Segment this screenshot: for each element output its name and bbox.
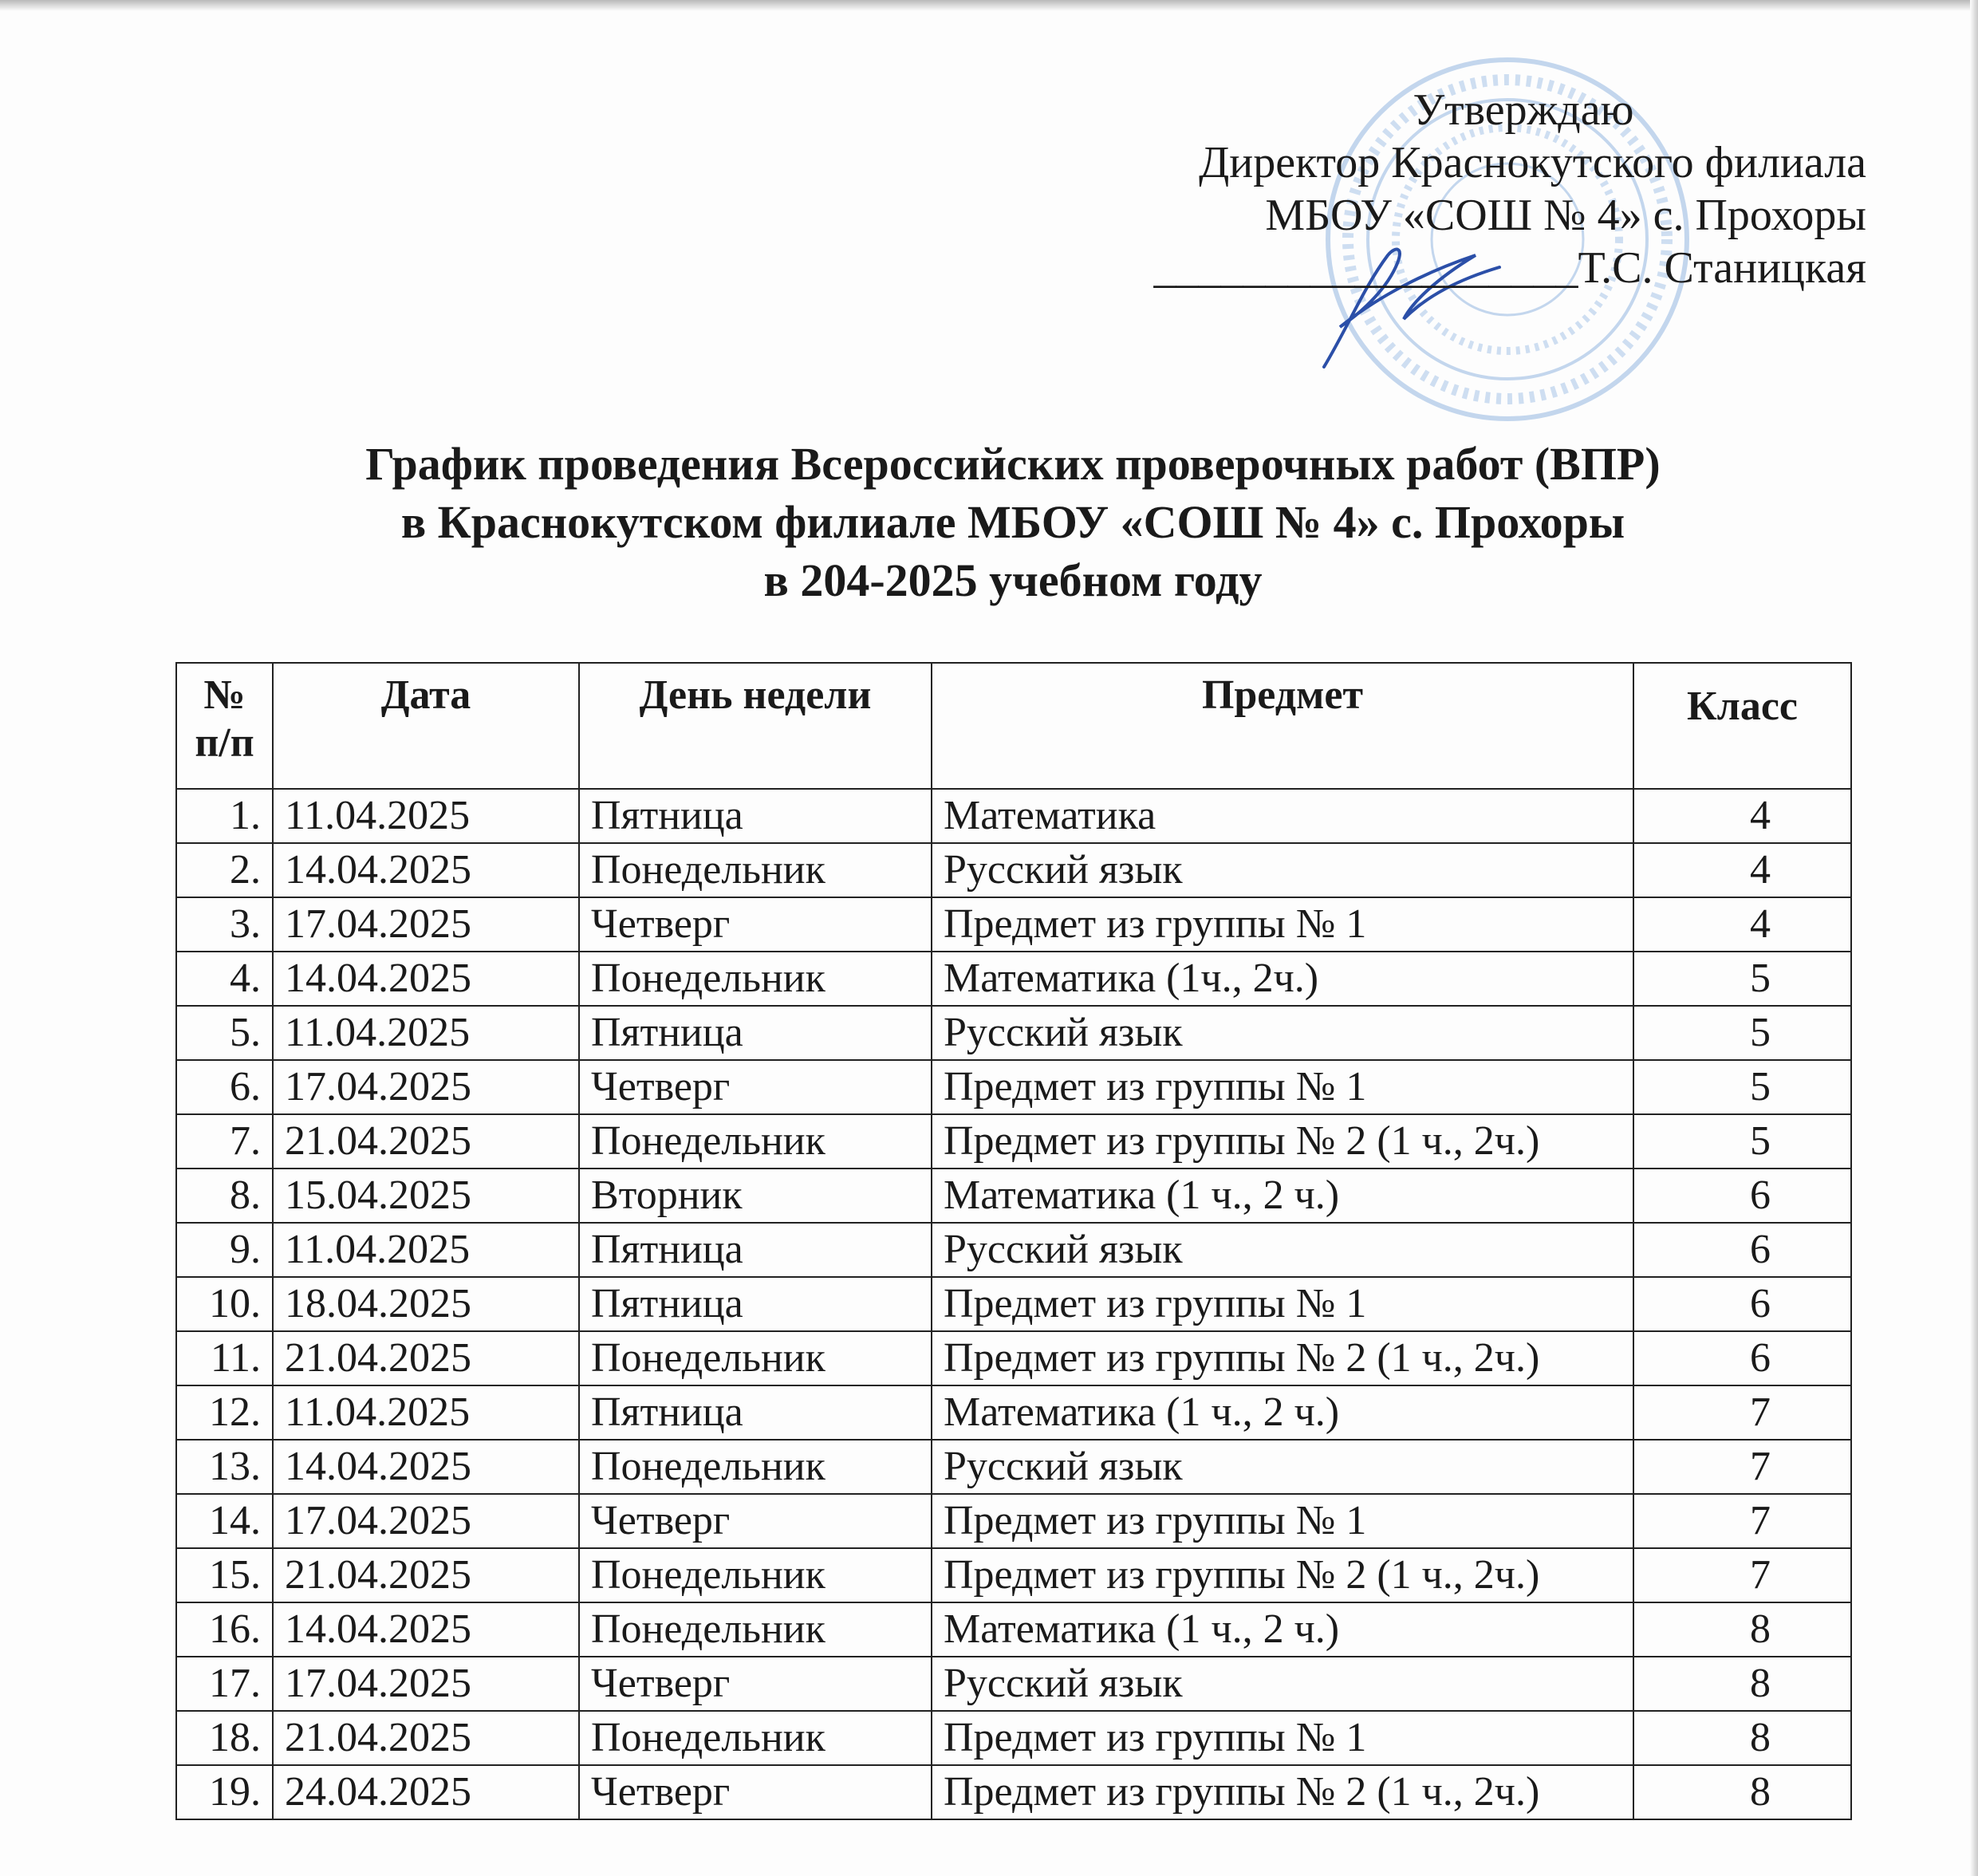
cell-num: 3.	[176, 897, 273, 952]
cell-class: 5	[1633, 1060, 1851, 1114]
cell-subject: Математика	[932, 789, 1633, 843]
cell-subject: Русский язык	[932, 1006, 1633, 1060]
table-row	[176, 1169, 1851, 1223]
table-row	[176, 897, 1851, 952]
cell-date: 11.04.2025	[273, 1385, 579, 1440]
cell-day: Пятница	[579, 789, 932, 843]
cell-date: 21.04.2025	[273, 1711, 579, 1765]
header-num: № п/п	[176, 663, 273, 789]
cell-num: 6.	[176, 1060, 273, 1114]
table-row	[176, 1006, 1851, 1060]
cell-subject: Математика (1 ч., 2 ч.)	[932, 1385, 1633, 1440]
cell-subject: Предмет из группы № 1	[932, 1711, 1633, 1765]
cell-subject: Русский язык	[932, 843, 1633, 897]
cell-class: 8	[1633, 1657, 1851, 1711]
cell-date: 17.04.2025	[273, 1494, 579, 1548]
cell-class: 4	[1633, 843, 1851, 897]
table-row	[176, 1494, 1851, 1548]
approval-block	[1069, 84, 1866, 294]
cell-subject: Русский язык	[932, 1657, 1633, 1711]
cell-day: Понедельник	[579, 952, 932, 1006]
cell-date: 24.04.2025	[273, 1765, 579, 1819]
cell-class: 7	[1633, 1494, 1851, 1548]
cell-class: 5	[1633, 1114, 1851, 1169]
cell-date: 17.04.2025	[273, 1060, 579, 1114]
cell-num: 4.	[176, 952, 273, 1006]
cell-num: 13.	[176, 1440, 273, 1494]
cell-num: 9.	[176, 1223, 273, 1277]
cell-day: Четверг	[579, 1657, 932, 1711]
cell-date: 14.04.2025	[273, 1440, 579, 1494]
table-row	[176, 1711, 1851, 1765]
cell-day: Четверг	[579, 1494, 932, 1548]
cell-num: 10.	[176, 1277, 273, 1331]
table-row	[176, 952, 1851, 1006]
cell-subject: Предмет из группы № 1	[932, 897, 1633, 952]
table-row	[176, 1602, 1851, 1657]
header-day: День недели	[579, 663, 932, 789]
table-row	[176, 1223, 1851, 1277]
cell-day: Понедельник	[579, 1548, 932, 1602]
cell-day: Пятница	[579, 1006, 932, 1060]
title-line-3: в 204-2025 учебном году	[763, 554, 1263, 606]
cell-num: 19.	[176, 1765, 273, 1819]
cell-date: 17.04.2025	[273, 897, 579, 952]
cell-class: 6	[1633, 1277, 1851, 1331]
cell-subject: Математика (1 ч., 2 ч.)	[932, 1602, 1633, 1657]
cell-day: Понедельник	[579, 1602, 932, 1657]
cell-subject: Русский язык	[932, 1223, 1633, 1277]
cell-num: 5.	[176, 1006, 273, 1060]
title-line-2: в Краснокутском филиале МБОУ «СОШ № 4» с. Прохоры	[400, 496, 1625, 548]
approval-position: Директор Краснокутского филиала	[1199, 138, 1866, 187]
cell-subject: Предмет из группы № 1	[932, 1277, 1633, 1331]
cell-subject: Русский язык	[932, 1440, 1633, 1494]
schedule-body	[176, 789, 1851, 1819]
cell-day: Понедельник	[579, 1440, 932, 1494]
table-row	[176, 1060, 1851, 1114]
cell-class: 5	[1633, 952, 1851, 1006]
cell-num: 15.	[176, 1548, 273, 1602]
cell-num: 7.	[176, 1114, 273, 1169]
cell-class: 4	[1633, 789, 1851, 843]
cell-class: 8	[1633, 1602, 1851, 1657]
table-row	[176, 1765, 1851, 1819]
cell-subject: Предмет из группы № 2 (1 ч., 2ч.)	[932, 1765, 1633, 1819]
cell-day: Понедельник	[579, 1331, 932, 1385]
cell-date: 21.04.2025	[273, 1331, 579, 1385]
title-line-1: График проведения Всероссийских проверочных работ (ВПР)	[365, 438, 1661, 490]
cell-date: 18.04.2025	[273, 1277, 579, 1331]
approval-school: МБОУ «СОШ № 4» с. Прохоры	[1265, 191, 1866, 240]
cell-date: 14.04.2025	[273, 1602, 579, 1657]
cell-num: 17.	[176, 1657, 273, 1711]
table-row	[176, 789, 1851, 843]
cell-class: 6	[1633, 1331, 1851, 1385]
cell-day: Пятница	[579, 1385, 932, 1440]
cell-subject: Предмет из группы № 1	[932, 1060, 1633, 1114]
cell-day: Понедельник	[579, 1711, 932, 1765]
table-row	[176, 1657, 1851, 1711]
cell-class: 7	[1633, 1548, 1851, 1602]
header-date: Дата	[273, 663, 579, 789]
cell-date: 11.04.2025	[273, 1006, 579, 1060]
cell-num: 14.	[176, 1494, 273, 1548]
cell-num: 2.	[176, 843, 273, 897]
table-row	[176, 1277, 1851, 1331]
table-row	[176, 1440, 1851, 1494]
cell-num: 16.	[176, 1602, 273, 1657]
cell-subject: Предмет из группы № 2 (1 ч., 2ч.)	[932, 1548, 1633, 1602]
cell-subject: Математика (1ч., 2ч.)	[932, 952, 1633, 1006]
cell-num: 18.	[176, 1711, 273, 1765]
table-row	[176, 1114, 1851, 1169]
cell-date: 11.04.2025	[273, 1223, 579, 1277]
cell-day: Пятница	[579, 1223, 932, 1277]
table-row	[176, 1385, 1851, 1440]
cell-class: 4	[1633, 897, 1851, 952]
cell-day: Четверг	[579, 1060, 932, 1114]
header-class: Класс	[1633, 663, 1851, 789]
cell-class: 7	[1633, 1385, 1851, 1440]
cell-class: 7	[1633, 1440, 1851, 1494]
cell-class: 8	[1633, 1711, 1851, 1765]
approval-approve: Утверждаю	[1413, 85, 1634, 135]
cell-date: 11.04.2025	[273, 789, 579, 843]
cell-date: 14.04.2025	[273, 843, 579, 897]
document-title	[0, 435, 1978, 609]
cell-date: 14.04.2025	[273, 952, 579, 1006]
cell-class: 5	[1633, 1006, 1851, 1060]
approval-signature-line: ___________________Т.С. Станицкая	[1153, 243, 1866, 293]
cell-day: Четверг	[579, 1765, 932, 1819]
scan-edge-right	[1970, 0, 1978, 1876]
cell-subject: Математика (1 ч., 2 ч.)	[932, 1169, 1633, 1223]
cell-day: Понедельник	[579, 843, 932, 897]
cell-num: 12.	[176, 1385, 273, 1440]
table-header-row	[176, 663, 1851, 789]
cell-date: 15.04.2025	[273, 1169, 579, 1223]
table-row	[176, 1548, 1851, 1602]
cell-subject: Предмет из группы № 2 (1 ч., 2ч.)	[932, 1114, 1633, 1169]
scan-edge-top	[0, 0, 1978, 11]
cell-subject: Предмет из группы № 2 (1 ч., 2ч.)	[932, 1331, 1633, 1385]
cell-date: 21.04.2025	[273, 1548, 579, 1602]
table-row	[176, 843, 1851, 897]
cell-num: 11.	[176, 1331, 273, 1385]
cell-day: Вторник	[579, 1169, 932, 1223]
schedule-table	[175, 662, 1852, 1820]
cell-num: 1.	[176, 789, 273, 843]
header-subject: Предмет	[932, 663, 1633, 789]
cell-subject: Предмет из группы № 1	[932, 1494, 1633, 1548]
cell-date: 21.04.2025	[273, 1114, 579, 1169]
cell-class: 8	[1633, 1765, 1851, 1819]
table-row	[176, 1331, 1851, 1385]
cell-day: Понедельник	[579, 1114, 932, 1169]
cell-num: 8.	[176, 1169, 273, 1223]
cell-class: 6	[1633, 1223, 1851, 1277]
cell-date: 17.04.2025	[273, 1657, 579, 1711]
cell-class: 6	[1633, 1169, 1851, 1223]
cell-day: Четверг	[579, 897, 932, 952]
cell-day: Пятница	[579, 1277, 932, 1331]
